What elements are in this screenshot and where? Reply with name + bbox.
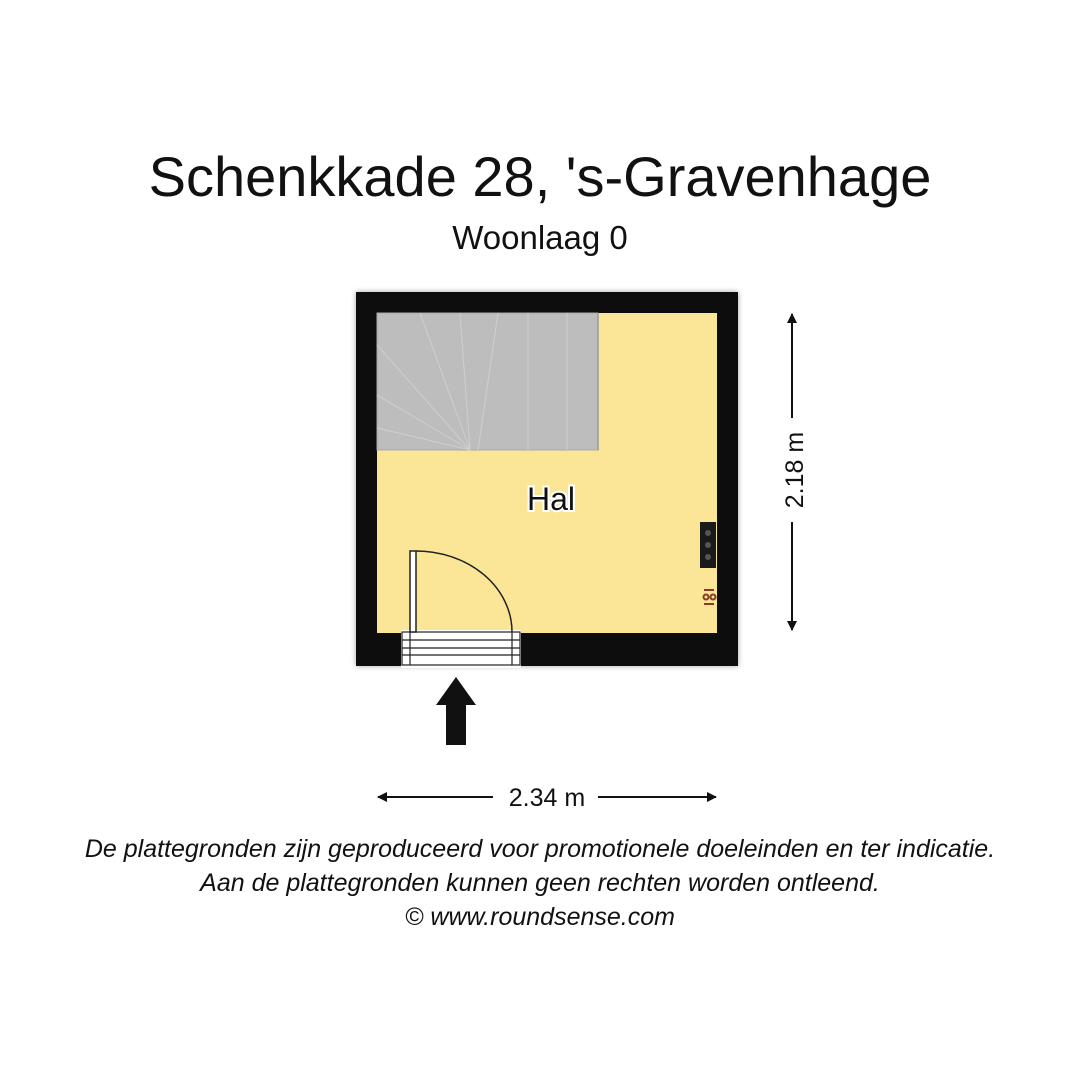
copyright-link: © www.roundsense.com [405,903,675,931]
width-dimension-label: 2.34 m [508,784,586,812]
room-label: Hal [526,481,576,517]
staircase-icon [377,313,598,450]
entrance-arrow-icon [436,677,476,745]
disclaimer [0,832,1080,934]
disclaimer-line-2: Aan de plattegronden kunnen geen rechten worden ontleend. [200,869,880,897]
meter-cabinet-icon [700,522,716,568]
door-opening [401,630,521,668]
page-title: Schenkkade 28, 's-Gravenhage [148,145,932,208]
floor-level-label: Woonlaag 0 [452,219,628,256]
height-dimension [781,314,809,630]
disclaimer-line-1: De plattegronden zijn geproduceerd voor promotionele doeleinden en ter indicatie. [84,835,996,863]
height-dimension-label: 2.18 m [781,431,809,509]
width-dimension [378,784,716,812]
